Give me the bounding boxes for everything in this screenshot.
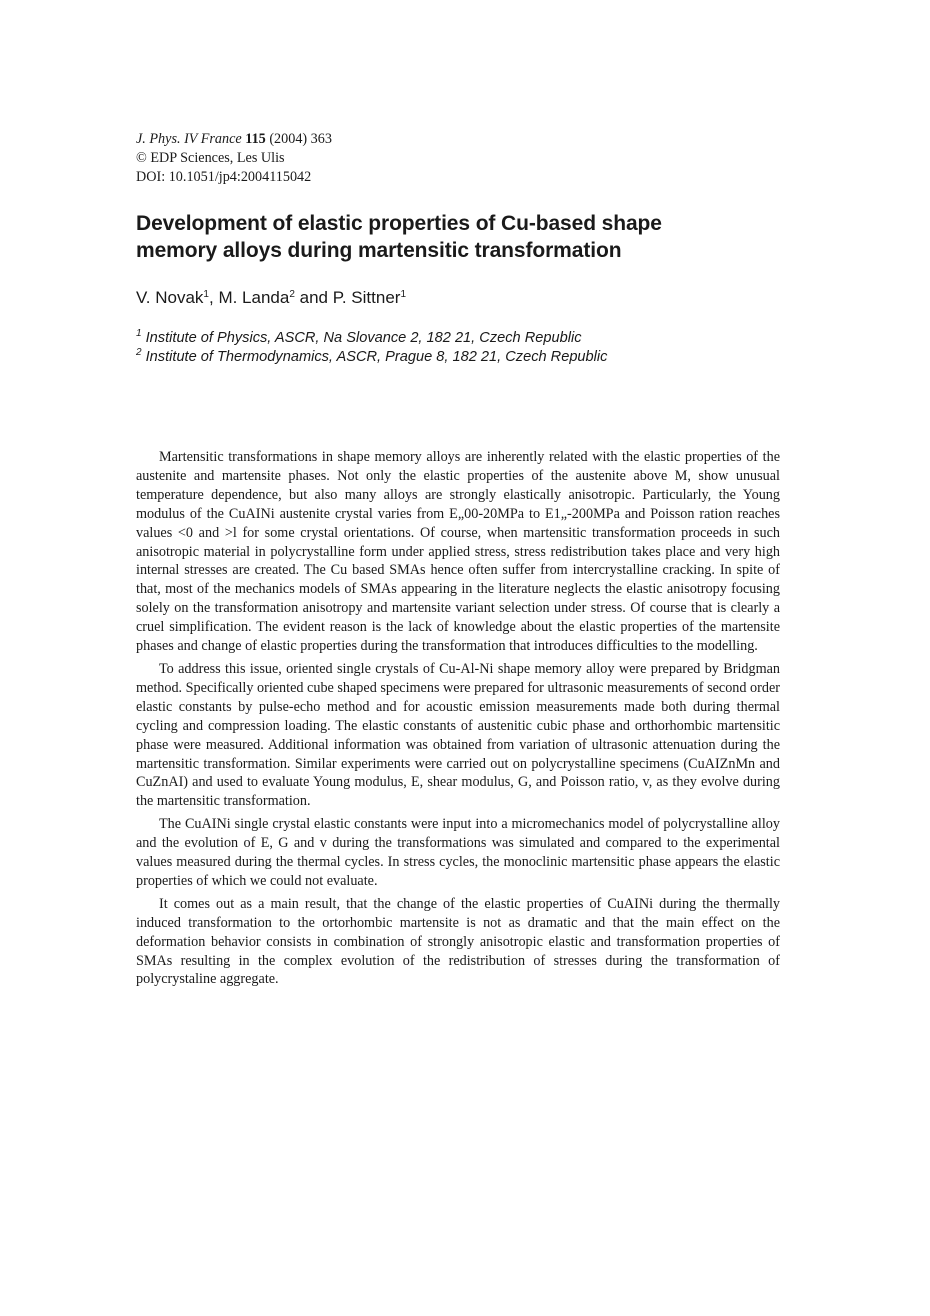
affiliation-number: 1 <box>136 328 142 339</box>
journal-name: J. Phys. IV France <box>136 131 242 147</box>
journal-doi: DOI: 10.1051/jp4:2004115042 <box>136 169 312 185</box>
journal-volume: 115 <box>245 131 266 147</box>
journal-year-page: (2004) 363 <box>269 131 332 147</box>
journal-citation <box>136 130 780 149</box>
paper-title <box>136 210 780 264</box>
title-line-1: Development of elastic properties of Cu-based shape <box>136 212 662 235</box>
journal-header <box>136 130 780 187</box>
affiliation-list <box>136 329 780 367</box>
author-name: V. Novak <box>136 288 204 307</box>
author-affiliation-mark: 1 <box>203 289 209 300</box>
journal-publisher: © EDP Sciences, Les Ulis <box>136 150 285 166</box>
author-separator: and <box>294 288 333 307</box>
abstract-paragraph: The CuAINi single crystal elastic constants were input into a micromechanics model of polycrystalline alloy and the evolution of E, G and v during the transformations was simulated and compared to the experimental values measured during the thermal cycles. In stress cycles, the monoclinic martensitic phase appears the elastic properties of which we could not evaluate. <box>136 816 780 889</box>
author-list <box>136 288 780 308</box>
affiliation <box>136 329 780 348</box>
affiliation <box>136 348 780 367</box>
abstract-body <box>136 448 780 989</box>
author-name: M. Landa <box>218 288 290 307</box>
affiliation-number: 2 <box>136 347 142 358</box>
author-separator: , <box>208 288 219 307</box>
author-affiliation-mark: 1 <box>400 289 406 300</box>
author-name: P. Sittner <box>332 288 401 307</box>
affiliation-text: Institute of Physics, ASCR, Na Slovance 2, 182 21, Czech Republic <box>145 330 582 346</box>
title-line-2: memory alloys during martensitic transformation <box>136 239 622 262</box>
abstract-paragraph: It comes out as a main result, that the change of the elastic properties of CuAINi during the thermally induced transformation to the ortorhombic martensite is not as dramatic and that the main effect on the deformation behavior consists in combination of strongly anisotropic elastic and transformation properties of SMAs resulting in the complex evolution of the redistribution of stresses during the transformation of polycrystaline aggregate. <box>136 895 780 988</box>
author-affiliation-mark: 2 <box>289 289 295 300</box>
paper-page <box>136 130 780 993</box>
affiliation-text: Institute of Thermodynamics, ASCR, Prague 8, 182 21, Czech Republic <box>145 349 608 365</box>
abstract-paragraph: Martensitic transformations in shape memory alloys are inherently related with the elastic properties of the austenite and martensite phases. Not only the elastic properties of the austenite above M, show unusual temperature dependence, but also many alloys are strongly elastically anisotropic. Particularly, the Young modulus of the CuAINi austenite crystal varies from E„00-20MPa to E1„-200MPa and Poisson ration reaches values <0 and >l for some crystal orientations. Of course, when martensitic transformation proceeds in such anisotropic material in polycrystalline form under applied stress, stress redistribution takes place and very high internal stresses are created. The Cu based SMAs hence often suffer from intercrystalline cracking. In spite of that, most of the mechanics models of SMAs appearing in the literature neglects the elastic anisotropy focusing solely on the transformation anisotropy and martensite variant selection under stress. Of course that is clearly a cruel simplification. The evident reason is the lack of knowledge about the elastic properties of the martensite phases and change of elastic properties during the transformation that introduces difficulties to the modelling. <box>136 449 780 655</box>
abstract-paragraph: To address this issue, oriented single crystals of Cu-Al-Ni shape memory alloy were prepared by Bridgman method. Specifically oriented cube shaped specimens were prepared for ultrasonic measurements of second order elastic constants by pulse-echo method and for acoustic emission measurements made both during thermal cycling and compression loading. The elastic constants of austenitic cubic phase and orthorhombic martensitic phase were measured. Additional information was obtained from variation of ultrasonic attenuation during the martensitic transformation. Similar experiments were carried out on polycrystalline specimens (CuAIZnMn and CuZnAI) and used to evaluate Young modulus, E, shear modulus, G, and Poisson ratio, v, as they evolve during the martensitic transformation. <box>136 660 780 810</box>
